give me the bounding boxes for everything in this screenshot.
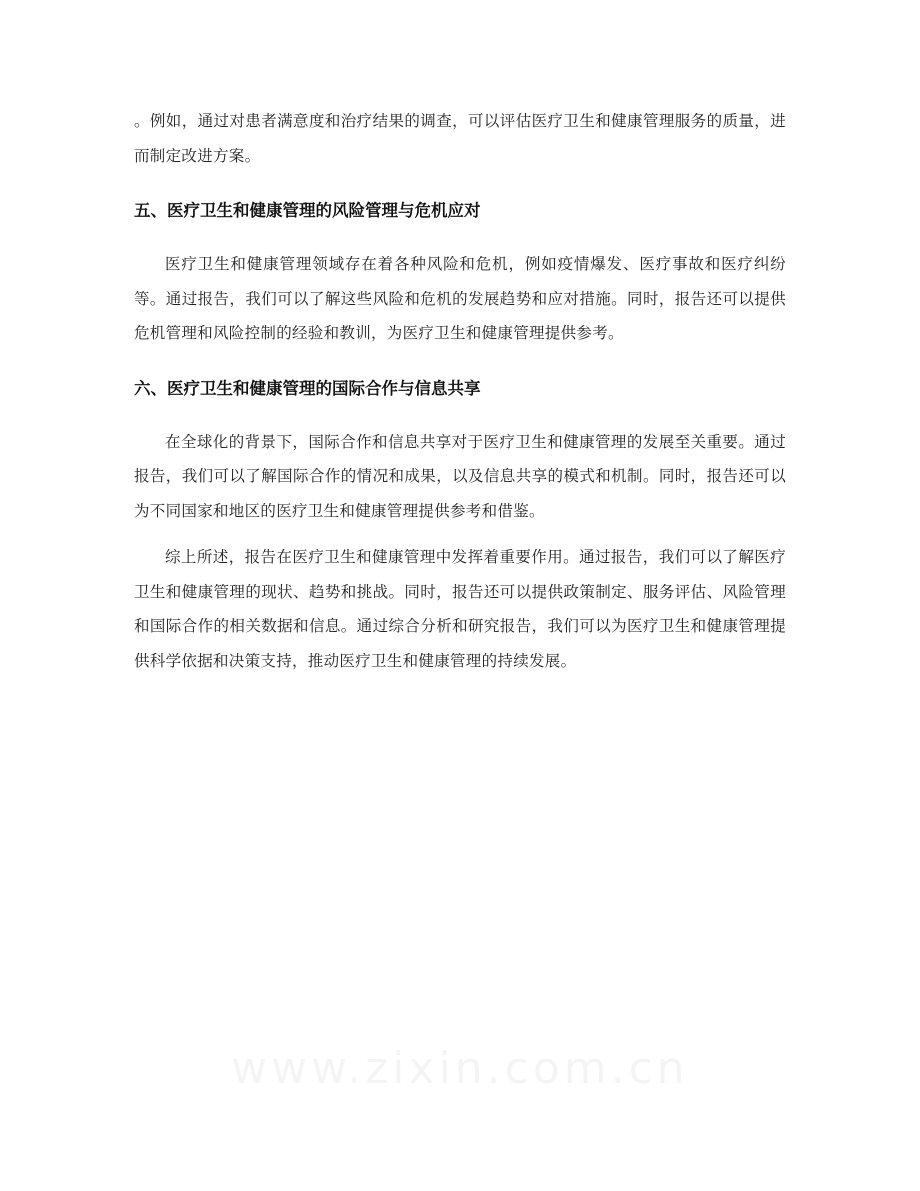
section-5-heading: 五、医疗卫生和健康管理的风险管理与危机应对 (134, 201, 481, 220)
document-page (134, 104, 786, 678)
paragraph-continuation: 。例如，通过对患者满意度和治疗结果的调查，可以评估医疗卫生和健康管理服务的质量，进而制定改进方案。 (134, 112, 786, 165)
watermark (0, 1043, 920, 1094)
conclusion-paragraph: 综上所述，报告在医疗卫生和健康管理中发挥着重要作用。通过报告，我们可以了解医疗卫生和健康管理的现状、趋势和挑战。同时，报告还可以提供政策制定、服务评估、风险管理和国际合作的相关数据和信息。通过综合分析和研究报告，我们可以为医疗卫生和健康管理提供科学依据和决策支持，推动医疗卫生和健康管理的持续发展。 (134, 548, 786, 670)
section-6-heading: 六、医疗卫生和健康管理的国际合作与信息共享 (134, 378, 481, 398)
section-6-paragraph: 在全球化的背景下，国际合作和信息共享对于医疗卫生和健康管理的发展至关重要。通过报告，我们可以了解国际合作的情况和成果，以及信息共享的模式和机制。同时，报告还可以为不同国家和地区的医疗卫生和健康管理提供参考和借鉴。 (134, 432, 786, 520)
section-5-paragraph: 医疗卫生和健康管理领域存在着各种风险和危机，例如疫情爆发、医疗事故和医疗纠纷等。通过报告，我们可以了解这些风险和危机的发展趋势和应对措施。同时，报告还可以提供危机管理和风险控制的经验和教训，为医疗卫生和健康管理提供参考。 (134, 255, 786, 342)
